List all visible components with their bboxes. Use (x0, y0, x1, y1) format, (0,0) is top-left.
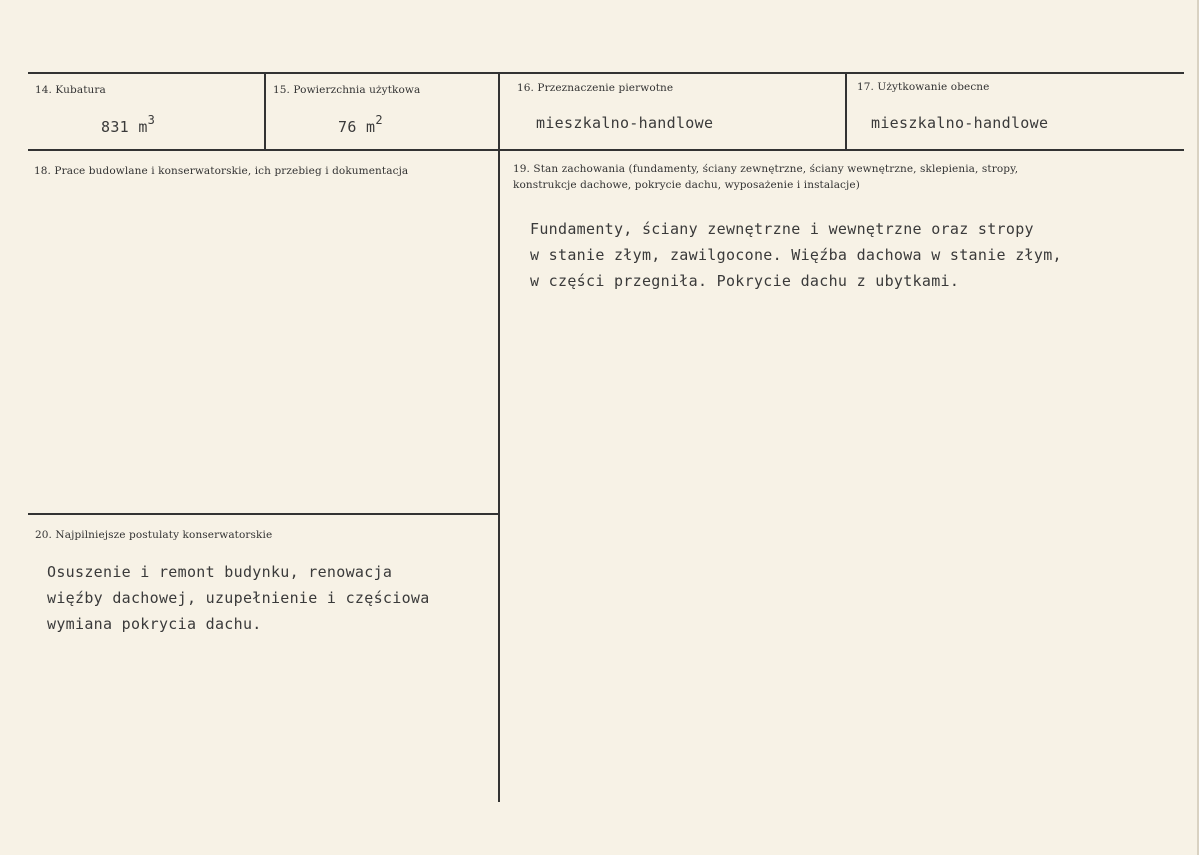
field-18-label: 18. Prace budowlane i konserwatorskie, ich przebieg i dokumentacja (34, 165, 409, 177)
field-19-text (530, 216, 1062, 294)
top-rule (28, 72, 1184, 74)
field-17-value: mieszkalno-handlowe (871, 114, 1049, 132)
field-20-line: wymiana pokrycia dachu. (47, 615, 262, 633)
field-15-exponent: 2 (375, 113, 383, 127)
field-14-exponent: 3 (147, 113, 156, 127)
field18-bottom-rule (28, 513, 498, 515)
field-20-line: Osuszenie i remont budynku, renowacja (47, 563, 393, 581)
field-19-label-line1: 19. Stan zachowania (fundamenty, ściany zewnętrzne, ściany wewnętrzne, sklepienia, stropy, (513, 163, 1019, 175)
field-14-value (101, 115, 155, 136)
field-19-line: Fundamenty, ściany zewnętrzne i wewnętrzne oraz stropy (530, 220, 1034, 238)
field-16-value: mieszkalno-handlowe (536, 114, 714, 132)
divider-16-17 (845, 74, 847, 150)
field-20-line: więźby dachowej, uzupełnienie i częściowa (47, 589, 430, 607)
field-20-label: 20. Najpilniejsze postulaty konserwatorskie (35, 529, 273, 541)
field-19-line: w części przegniła. Pokrycie dachu z ubytkami. (530, 272, 960, 290)
field-17-label: 17. Użytkowanie obecne (857, 81, 990, 93)
row1-bottom-rule (28, 149, 1184, 151)
field-16-label: 16. Przeznaczenie pierwotne (517, 82, 674, 94)
field-15-value (338, 115, 383, 136)
divider-main (498, 74, 500, 802)
field-15-label: 15. Powierzchnia użytkowa (273, 84, 421, 96)
field-19-line: w stanie złym, zawilgocone. Więźba dachowa w stanie złym, (530, 246, 1062, 264)
field-14-value-text: 831 m (101, 118, 148, 136)
divider-14-15 (264, 74, 266, 150)
field-20-text (47, 559, 430, 637)
field-19-label-line2: konstrukcje dachowe, pokrycie dachu, wyposażenie i instalacje) (513, 179, 860, 191)
field-14-label: 14. Kubatura (35, 84, 106, 96)
field-15-value-text: 76 m (338, 118, 376, 136)
